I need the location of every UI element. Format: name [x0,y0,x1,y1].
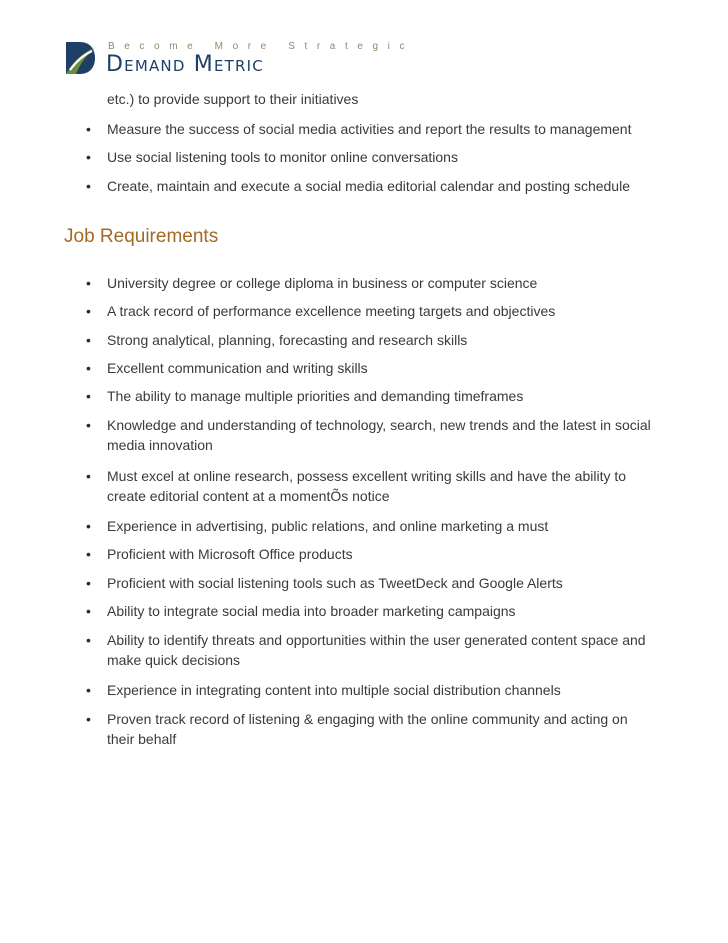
list-item-text: Proficient with social listening tools such as TweetDeck and Google Alerts [107,575,563,591]
list-item [86,466,656,506]
list-item [86,301,656,321]
list-item-text: Must excel at online research, possess excellent writing skills and have the ability to create editorial content at a momentÕs notice [107,468,627,504]
list-item-text: Proven track record of listening & engaging with the online community and acting on their behalf [107,711,628,747]
bullet-icon: • [86,682,91,698]
list-item [86,176,656,196]
list-item-text: The ability to manage multiple priorities and demanding timeframes [107,388,524,404]
bullet-icon: • [86,468,91,484]
list-item [86,680,656,700]
bullet-icon: • [86,546,91,562]
list-item [86,386,656,406]
section-heading-job-requirements: Job Requirements [64,226,219,247]
list-item [86,630,656,670]
list-item-text: Experience in advertising, public relations, and online marketing a must [107,518,549,534]
list-item-text: Experience in integrating content into multiple social distribution channels [107,682,561,698]
bullet-icon: • [86,603,91,619]
list-item-text: Create, maintain and execute a social media editorial calendar and posting schedule [107,178,630,194]
logo-brand-name: Demand Metric [106,52,264,77]
bullet-icon: • [86,178,91,194]
list-item [86,601,656,621]
bullet-icon: • [86,632,91,648]
list-item-text: Use social listening tools to monitor online conversations [107,149,458,165]
bullet-icon: • [86,575,91,591]
continued-list-text: etc.) to provide support to their initiatives [107,91,359,107]
bullet-icon: • [86,711,91,727]
bullet-icon: • [86,149,91,165]
list-item-text: Knowledge and understanding of technology, search, new trends and the latest in social media innovation [107,417,651,453]
bullet-icon: • [86,121,91,137]
list-item-text: Proficient with Microsoft Office products [107,546,353,562]
list-item [86,147,656,167]
list-item-text: Ability to identify threats and opportunities within the user generated content space and make quick decisions [107,632,646,668]
list-item [86,119,656,139]
list-item [86,415,656,455]
list-item-text: University degree or college diploma in business or computer science [107,275,538,291]
bullet-icon: • [86,417,91,433]
list-item [86,544,656,564]
bullet-icon: • [86,332,91,348]
bullet-icon: • [86,360,91,376]
logo-tagline: Become More Strategic [108,41,415,52]
list-item [86,330,656,350]
list-item [86,709,656,749]
list-item-text: Excellent communication and writing skills [107,360,368,376]
bullet-icon: • [86,388,91,404]
list-item [86,516,656,536]
list-item-text: Ability to integrate social media into broader marketing campaigns [107,603,516,619]
demand-metric-logo-icon [64,40,96,76]
list-item [86,273,656,293]
list-item-text: Strong analytical, planning, forecasting and research skills [107,332,468,348]
page-header [64,38,415,78]
bullet-icon: • [86,518,91,534]
bullet-icon: • [86,303,91,319]
list-item-text: Measure the success of social media activities and report the results to management [107,121,632,137]
list-item-text: A track record of performance excellence meeting targets and objectives [107,303,556,319]
list-item [86,358,656,378]
list-item [86,573,656,593]
bullet-icon: • [86,275,91,291]
